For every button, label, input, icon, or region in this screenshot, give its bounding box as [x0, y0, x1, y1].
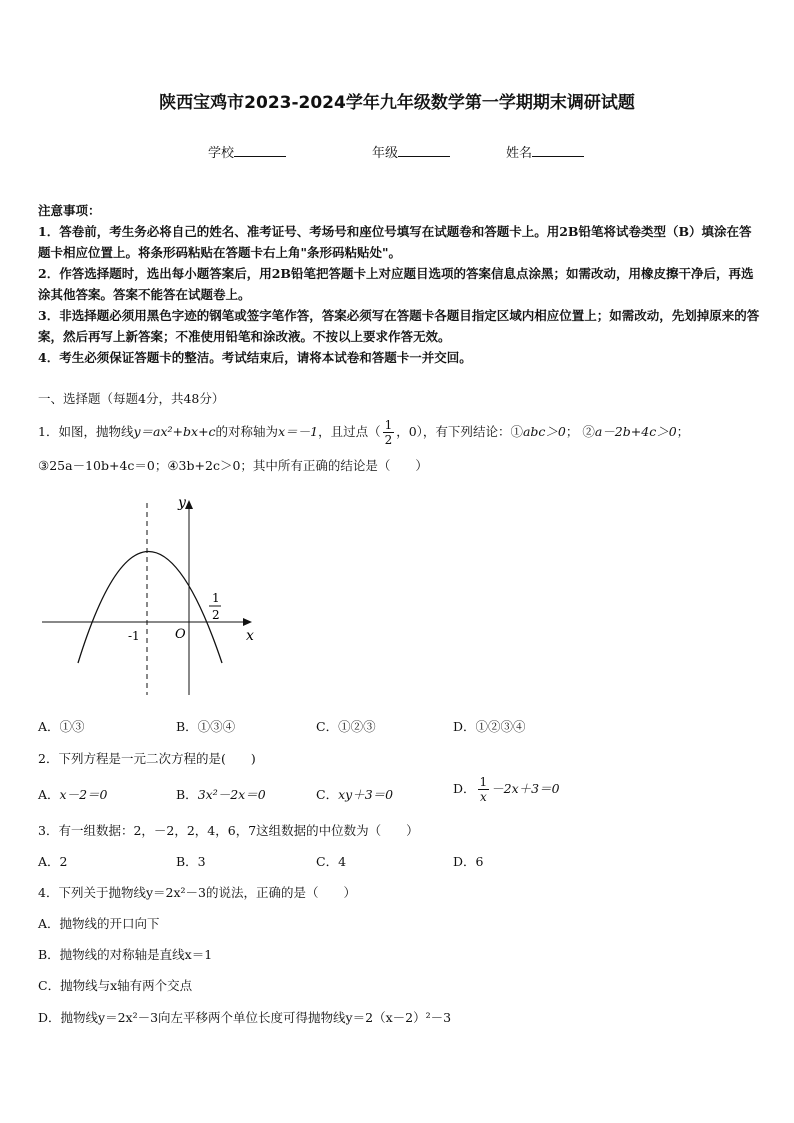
parabola-curve: [78, 552, 222, 664]
q1-text-b: 的对称轴为: [215, 424, 279, 439]
school-label: 学校: [208, 146, 235, 161]
q1-option-c[interactable]: C．①②③: [316, 719, 376, 734]
q1-option-d[interactable]: D．①②③④: [453, 719, 526, 734]
neg-one-label: -1: [128, 629, 140, 643]
notice-item-1: 1．答卷前，考生务必将自己的姓名、准考证号、考场号和座位号填写在试题卷和答题卡上。用2B铅笔将试卷类型（B）填涂在答题卡相应位置上。将条形码粘贴在答题卡右上角"条形码粘贴处"。: [38, 224, 752, 260]
x-axis-arrow-icon: [243, 618, 252, 626]
half-den-label: 2: [212, 608, 220, 622]
q1-fraction: [383, 418, 395, 447]
q1-text-d: ，0），有下列结论：①: [396, 424, 523, 439]
name-field: [506, 142, 584, 161]
q2-stem: 2．下列方程是一元二次方程的是( ): [38, 751, 256, 766]
q1-text-e: ； ②: [565, 424, 595, 439]
name-blank: [532, 144, 584, 157]
q3-stem: 3．有一组数据：2，－2，2，4，6，7这组数据的中位数为（ ）: [38, 823, 419, 838]
q3-option-b[interactable]: B．3: [176, 854, 206, 869]
q1-parabola-graph: [38, 495, 268, 700]
q2-option-b[interactable]: [176, 785, 266, 803]
q2-option-c-expr: xy＋3＝0: [338, 787, 394, 802]
q2-option-c[interactable]: [316, 785, 393, 803]
q4-option-d[interactable]: D．抛物线y＝2x²－3向左平移两个单位长度可得抛物线y＝2（x－2）²－3: [38, 1010, 452, 1025]
q2-option-d-fraction: [478, 775, 490, 804]
q1-stem-line1: [38, 418, 689, 447]
school-field: [208, 142, 286, 161]
q1-option-a[interactable]: A．①③: [38, 719, 85, 734]
q1-option-b[interactable]: B．①③④: [176, 719, 236, 734]
q2-option-b-label: B．: [176, 787, 198, 802]
q1-stem-line2: ③25a－10b+4c＝0；④3b+2c＞0；其中所有正确的结论是（ ）: [38, 458, 428, 473]
grade-blank: [398, 144, 450, 157]
q2-option-b-expr: 3x²－2x＝0: [197, 787, 266, 802]
notice-item-2: 2．作答选择题时，选出每小题答案后，用2B铅笔把答题卡上对应题目选项的答案信息点涂黑；如需改动，用橡皮擦干净后，再选涂其他答案。答案不能答在试题卷上。: [38, 266, 754, 302]
frac-den: x: [479, 790, 487, 804]
notice-heading: 注意事项：: [38, 203, 101, 218]
x-axis-label: x: [246, 628, 254, 644]
school-blank: [234, 144, 286, 157]
q1-equation: y＝ax²+bx+c: [133, 424, 216, 439]
q2-option-d-expr: －2x＋3＝0: [491, 781, 560, 796]
notice-item-3: 3．非选择题必须用黑色字迹的钢笔或签字笔作答，答案必须写在答题卡各题目指定区域内相应位置上；如需改动，先划掉原来的答案，然后再写上新答案；不准使用铅笔和涂改液。不按以上要求作答无效。: [38, 308, 760, 344]
q1-conclusion-1: abc＞0: [522, 424, 566, 439]
frac-den: 2: [384, 433, 393, 447]
q3-option-d[interactable]: D．6: [453, 854, 484, 869]
q2-option-a-expr: x－2＝0: [59, 787, 108, 802]
q4-option-b[interactable]: B．抛物线的对称轴是直线x＝1: [38, 947, 213, 962]
grade-label: 年级: [372, 146, 399, 161]
q4-stem: 4．下列关于抛物线y＝2x²－3的说法，正确的是（ ）: [38, 885, 356, 900]
half-num-label: 1: [212, 591, 220, 605]
q4-option-a[interactable]: A．抛物线的开口向下: [38, 916, 160, 931]
name-label: 姓名: [506, 146, 533, 161]
q2-option-d[interactable]: [453, 775, 560, 804]
q3-option-c[interactable]: C．4: [316, 854, 347, 869]
origin-label: O: [175, 627, 186, 642]
grade-field: [372, 142, 450, 161]
y-axis-arrow-icon: [185, 500, 193, 509]
q3-option-a[interactable]: A．2: [38, 854, 68, 869]
q1-text-a: 1．如图，抛物线: [38, 424, 134, 439]
page-title: 陕西宝鸡市2023-2024学年九年级数学第一学期期末调研试题: [159, 93, 635, 113]
q2-option-a[interactable]: [38, 785, 108, 803]
q1-text-c: ，且过点（: [318, 424, 381, 439]
section-heading: 一、选择题（每题4分，共48分）: [38, 391, 225, 406]
q1-axis: x＝－1: [278, 424, 319, 439]
q4-option-c[interactable]: C．抛物线与x轴有两个交点: [38, 978, 193, 993]
q2-option-a-label: A．: [38, 787, 60, 802]
frac-num: 1: [479, 775, 488, 789]
frac-num: 1: [384, 418, 393, 432]
q1-conclusion-2: a－2b+4c＞0: [594, 424, 677, 439]
q2-option-c-label: C．: [316, 787, 339, 802]
y-axis-label: y: [178, 495, 186, 511]
q2-option-d-label: D．: [453, 781, 476, 796]
q1-text-f: ；: [676, 424, 690, 439]
notice-item-4: 4．考生必须保证答题卡的整洁。考试结束后，请将本试卷和答题卡一并交回。: [38, 350, 472, 365]
